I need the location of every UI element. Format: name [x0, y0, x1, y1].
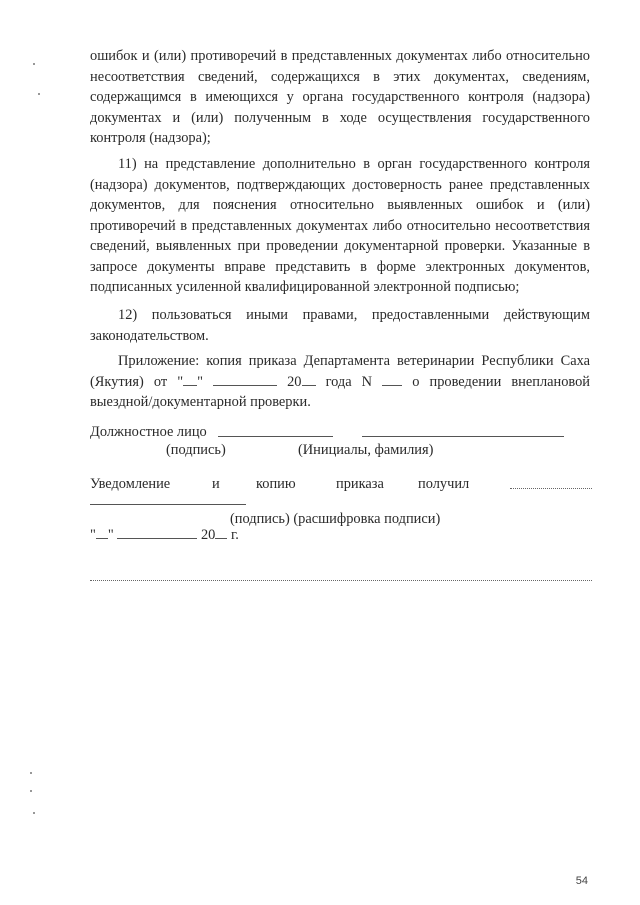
notification-word-1: Уведомление [90, 476, 171, 492]
date-year-prefix: 20 [200, 527, 216, 543]
notification-caption: (подпись) (расшифровка подписи) [230, 511, 441, 527]
attachment-year-blank [302, 373, 316, 386]
attachment-year-prefix: 20 [287, 373, 302, 390]
notification-line-end [510, 488, 592, 489]
official-signature-line [218, 436, 333, 437]
initials-caption: (Инициалы, фамилия) [298, 442, 434, 458]
official-label: Должностное лицо [90, 424, 207, 440]
date-quote-open: " [90, 527, 96, 543]
scan-speck [33, 63, 35, 65]
official-initials-line [362, 436, 564, 437]
date-quote-close: " [107, 527, 114, 543]
attachment-text-end: о проведении внеплановой выездной/документарной проверки. [90, 373, 591, 410]
attachment-month-blank [213, 373, 277, 386]
paragraph-item-11: 11) на представление дополнительно в орган государственного контроля (надзора) документов, подтверждающих достоверность ранее представленных документов, для пояснения относительно выявленных ошибок и (или) противоречий в представленных документах либо относительно несоответствия сведений, выявленных при проведении документарной проверки. Указанные в запросе документы вправе представить в форме электронных документов, подписанных усиленной квалифицированной электронной подписью; [90, 156, 590, 295]
notification-word-3: копию [256, 476, 296, 492]
bottom-divider-line [90, 580, 592, 581]
attachment-number-blank [382, 373, 402, 386]
signature-caption: (подпись) [166, 442, 226, 458]
paragraph-errors-contradictions: ошибок и (или) противоречий в представленных документах либо относительно несоответствия сведений, содержащихся в этих документах, сведениям, содержащимся в имеющихся у органа государственного контроля (надзора) документах и (или) полученным в ходе осуществления государственного контроля (надзора); [90, 48, 590, 146]
paragraph-item-12: 12) пользоваться иными правами, предоставленными действующим законодательством. [90, 307, 590, 344]
paragraph-attachment [90, 351, 590, 413]
attachment-order-number-label: года N [325, 373, 373, 390]
notification-word-5: получил [418, 476, 470, 492]
date-year-suffix: г. [230, 527, 239, 543]
page-number: 54 [575, 875, 588, 887]
notification-word-4: приказа [336, 476, 384, 492]
attachment-quote-close: " [197, 373, 203, 390]
attachment-day-blank [183, 373, 197, 386]
date-month-blank [117, 526, 197, 539]
scan-speck [30, 772, 32, 774]
notification-date [90, 526, 239, 544]
notification-word-2: и [212, 476, 220, 492]
notification-signature-line [90, 504, 246, 505]
scan-speck [33, 812, 35, 814]
scan-speck [38, 93, 40, 95]
date-year-blank [215, 526, 227, 539]
scan-speck [30, 790, 32, 792]
date-day-blank [96, 526, 108, 539]
attachment-text-start: Приложение: копия приказа Департамента ветеринарии Республики Саха (Якутия) от " [90, 353, 590, 390]
